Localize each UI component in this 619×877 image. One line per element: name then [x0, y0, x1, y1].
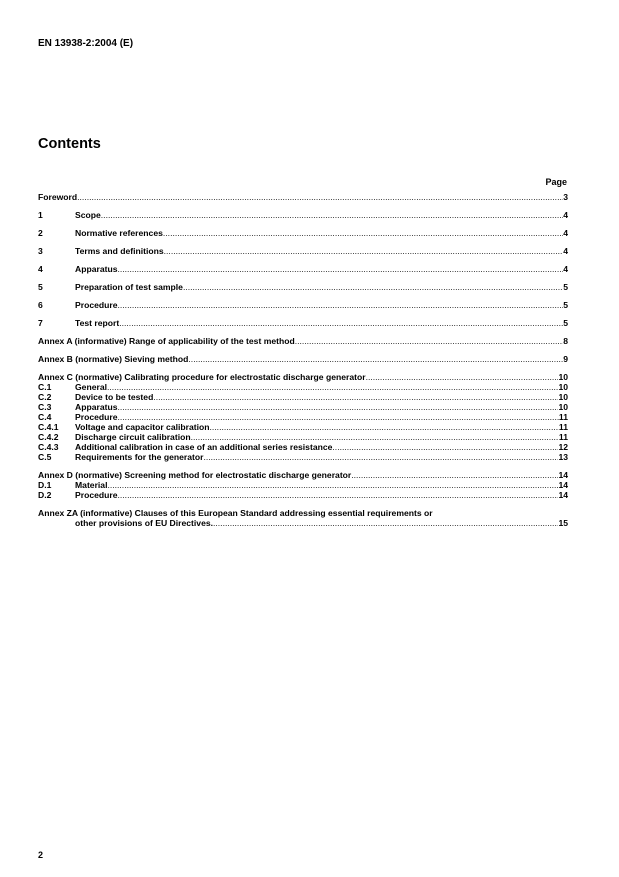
toc-entry-title: Apparatus	[75, 264, 118, 274]
toc-entry[interactable]	[38, 422, 568, 432]
toc-entry[interactable]	[38, 354, 568, 364]
toc-entry-number: 6	[38, 300, 43, 310]
toc-entry-title: Annex ZA (informative) Clauses of this European Standard addressing essential requirements or	[38, 508, 433, 518]
toc-entry-page: 10	[558, 372, 568, 382]
toc-entry[interactable]	[38, 372, 568, 382]
toc-entry-title: Annex B (normative) Sieving method	[38, 354, 189, 364]
dot-leader	[118, 490, 559, 500]
toc-entry-page: 9	[563, 354, 568, 364]
dot-leader	[210, 422, 559, 432]
toc-entry-title: Device to be tested	[75, 392, 154, 402]
toc-entry[interactable]	[38, 318, 568, 328]
toc-entry-title: Discharge circuit calibration	[75, 432, 191, 442]
toc-entry[interactable]	[38, 490, 568, 500]
dot-leader	[107, 480, 558, 490]
toc-entry-page: 15	[558, 518, 568, 528]
toc-entry-title-continued: other provisions of EU Directives.	[75, 518, 214, 528]
toc-entry[interactable]	[38, 402, 568, 412]
toc-entry-annex-za[interactable]	[38, 508, 568, 518]
toc-entry-page: 11	[558, 412, 568, 422]
toc-entry-page: 5	[563, 300, 568, 310]
toc-entry-title: Test report	[75, 318, 120, 328]
dot-leader	[118, 264, 564, 274]
toc-entry-title: Foreword	[38, 192, 78, 202]
toc-entry-title: General	[75, 382, 108, 392]
page-title: Contents	[38, 136, 101, 152]
toc-entry[interactable]	[38, 282, 568, 292]
toc-entry-number: 7	[38, 318, 43, 328]
dot-leader	[183, 282, 563, 292]
dot-leader	[351, 470, 558, 480]
toc-entry-title: Voltage and capacitor calibration	[75, 422, 210, 432]
toc-entry-title: Scope	[75, 210, 101, 220]
dot-leader	[366, 372, 559, 382]
toc-entry-page: 11	[558, 432, 568, 442]
dot-leader	[119, 318, 563, 328]
toc-entry-page: 4	[563, 228, 568, 238]
page-number: 2	[38, 850, 44, 860]
toc-entry-number: C.3	[38, 402, 52, 412]
toc-entry[interactable]	[38, 228, 568, 238]
dot-leader	[332, 442, 558, 452]
toc-entry[interactable]	[38, 264, 568, 274]
toc-entry-page: 5	[563, 282, 568, 292]
dot-leader	[153, 392, 558, 402]
toc-entry-page: 10	[558, 382, 568, 392]
table-of-contents	[38, 192, 568, 528]
toc-entry-title: Procedure	[75, 412, 118, 422]
toc-entry-page: 4	[563, 210, 568, 220]
dot-leader	[107, 382, 558, 392]
toc-entry-page: 10	[558, 392, 568, 402]
page-column-label: Page	[545, 177, 567, 187]
toc-entry-number: C.4.3	[38, 442, 59, 452]
dot-leader	[118, 402, 559, 412]
toc-entry[interactable]	[38, 452, 568, 462]
toc-entry[interactable]	[38, 432, 568, 442]
toc-entry-number: D.2	[38, 490, 52, 500]
dot-leader	[213, 518, 558, 528]
toc-entry[interactable]	[38, 470, 568, 480]
toc-entry[interactable]	[38, 336, 568, 346]
toc-entry-number: C.4.1	[38, 422, 59, 432]
toc-entry-title: Annex C (normative) Calibrating procedure for electrostatic discharge generator	[38, 372, 366, 382]
toc-entry-number: C.4	[38, 412, 52, 422]
toc-entry-page: 4	[563, 264, 568, 274]
toc-entry-number: 5	[38, 282, 43, 292]
toc-entry-page: 10	[558, 402, 568, 412]
dot-leader	[77, 192, 563, 202]
toc-entry-page: 11	[558, 422, 568, 432]
toc-entry-number: C.1	[38, 382, 52, 392]
toc-entry[interactable]	[38, 442, 568, 452]
dot-leader	[164, 246, 564, 256]
toc-entry-number: D.1	[38, 480, 52, 490]
dot-leader	[191, 432, 559, 442]
toc-entry-title: Terms and definitions	[75, 246, 164, 256]
toc-entry-title: Annex A (informative) Range of applicability of the test method	[38, 336, 295, 346]
toc-entry-number: 1	[38, 210, 43, 220]
toc-entry-title: Apparatus	[75, 402, 118, 412]
toc-entry-page: 14	[558, 470, 568, 480]
toc-entry[interactable]	[38, 412, 568, 422]
toc-entry-page: 13	[558, 452, 568, 462]
toc-entry-number: 3	[38, 246, 43, 256]
toc-entry-page: 8	[563, 336, 568, 346]
toc-entry-page: 12	[558, 442, 568, 452]
dot-leader	[118, 412, 559, 422]
document-header: EN 13938-2:2004 (E)	[38, 38, 134, 49]
toc-entry[interactable]	[38, 382, 568, 392]
toc-entry-number: C.4.2	[38, 432, 59, 442]
dot-leader	[118, 300, 564, 310]
toc-entry-number: 4	[38, 264, 43, 274]
toc-entry-page: 5	[563, 318, 568, 328]
dot-leader	[203, 452, 558, 462]
toc-entry[interactable]	[38, 300, 568, 310]
dot-leader	[188, 354, 563, 364]
toc-entry[interactable]	[38, 192, 568, 202]
toc-entry-title: Annex D (normative) Screening method for electrostatic discharge generator	[38, 470, 352, 480]
toc-entry-title: Procedure	[75, 490, 118, 500]
toc-entry-page: 3	[563, 192, 568, 202]
toc-entry-page: 14	[558, 490, 568, 500]
toc-entry[interactable]	[38, 210, 568, 220]
toc-entry-page: 14	[558, 480, 568, 490]
toc-entry-title: Procedure	[75, 300, 118, 310]
toc-entry[interactable]	[38, 392, 568, 402]
dot-leader	[101, 210, 563, 220]
toc-entry-annex-za-continued[interactable]	[38, 518, 568, 528]
dot-leader	[163, 228, 563, 238]
toc-entry-number: C.2	[38, 392, 52, 402]
toc-entry-title: Preparation of test sample	[75, 282, 183, 292]
toc-entry-number: C.5	[38, 452, 52, 462]
dot-leader	[295, 336, 563, 346]
toc-entry-title: Requirements for the generator	[75, 452, 204, 462]
toc-entry-title: Normative references	[75, 228, 163, 238]
toc-entry[interactable]	[38, 246, 568, 256]
toc-entry[interactable]	[38, 480, 568, 490]
toc-entry-title: Material	[75, 480, 108, 490]
toc-entry-title: Additional calibration in case of an additional series resistance	[75, 442, 333, 452]
toc-entry-number: 2	[38, 228, 43, 238]
toc-entry-page: 4	[563, 246, 568, 256]
